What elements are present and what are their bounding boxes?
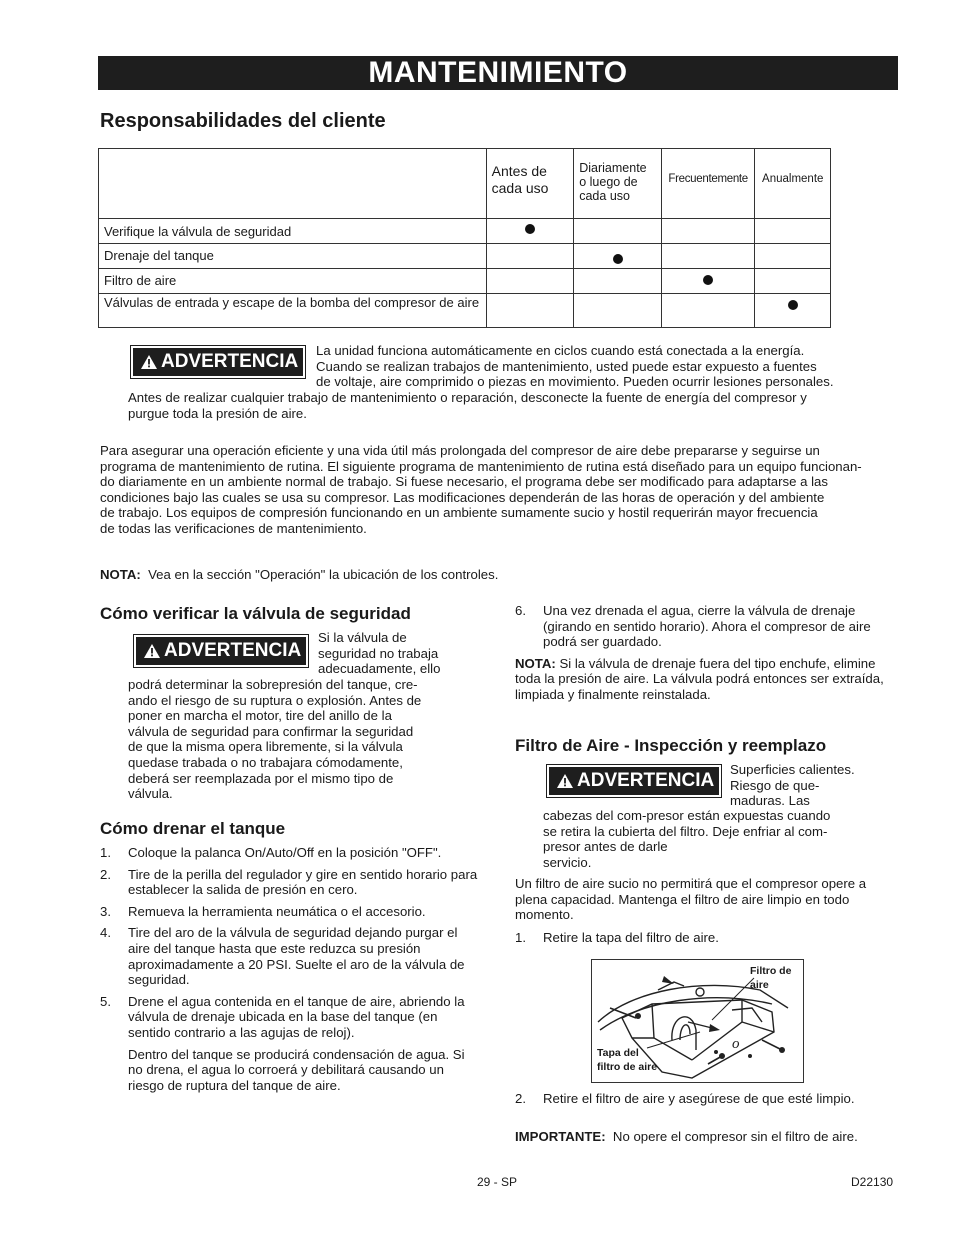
list-item: 1. Coloque la palanca On/Auto/Off en la posición "OFF". bbox=[100, 845, 442, 860]
col-header-frequently: Frecuentemente bbox=[661, 149, 755, 219]
list-item: 5. Drene el agua contenida en el tanque de aire, abriendo la válvula de drenaje ubicada en la base del tanque (en sentido contrario a las agujas de reloj). bbox=[100, 993, 465, 1040]
col-header-annually: Anualmente bbox=[755, 149, 831, 219]
warning-badge bbox=[547, 765, 721, 797]
list-item: 3. Remueva la herramienta neumática o el accesorio. bbox=[100, 903, 426, 919]
air-filter-figure bbox=[591, 959, 804, 1083]
filter-warning-line: maduras. Las bbox=[730, 793, 810, 809]
warning1-tail: Antes de realizar cualquier trabajo de mantenimiento o reparación, desconecte la fuente de energía del compresor y bbox=[128, 390, 807, 405]
important-note: IMPORTANTE: No opere el compresor sin el filtro de aire. bbox=[515, 1129, 858, 1144]
warning1-line: Cuando se realizan trabajos de mantenimiento, usted puede estar expuesto a fuentes bbox=[316, 358, 817, 374]
label-filter-cap: Tapa del filtro de aire bbox=[597, 1047, 658, 1073]
check-dot-icon bbox=[788, 300, 798, 310]
filter-step1 bbox=[515, 930, 887, 952]
valve-warning-line: adecuadamente, ello bbox=[318, 661, 441, 677]
list-item: 6. Una vez drenada el agua, cierre la válvula de drenaje (girando en sentido horario). Ahora el compresor de aire podrá ser guardado. bbox=[515, 603, 871, 650]
drain-valve-glyph: o bbox=[732, 1036, 740, 1052]
col-header-daily: Diariamente o luego de cada uso bbox=[574, 149, 662, 219]
maintenance-schedule-table bbox=[98, 148, 831, 328]
filter-warning-line: Superficies calientes. bbox=[730, 762, 855, 777]
row-label: Drenaje del tanque bbox=[99, 244, 487, 269]
check-dot-icon bbox=[613, 254, 623, 264]
check-dot-icon bbox=[703, 275, 713, 285]
list-item: 2. Retire el filtro de aire y asegúrese de que esté limpio. bbox=[515, 1091, 855, 1106]
valve-title: Cómo verificar la válvula de seguridad bbox=[100, 604, 411, 623]
filter-paragraph: Un filtro de aire sucio no permitirá que el compresor opere a plena capacidad. Mantenga el filtro de aire limpio en todo momento. bbox=[515, 876, 867, 923]
valve-warning-line: seguridad no trabaja bbox=[318, 645, 439, 661]
warning-triangle-icon bbox=[144, 644, 160, 658]
filter-warning-body: cabezas del com-presor están expuestas cuando se retira la cubierta del filtro. Deje enfriar al com- presor antes de darle servicio. bbox=[543, 808, 831, 870]
cell-mark bbox=[755, 294, 831, 328]
warning-triangle-icon bbox=[557, 774, 573, 788]
intro-paragraph: Para asegurar una operación eficiente y una vida útil más prolongada del compresor de aire debe prepararse y seguirse un programa de mantenimiento de rutina. El siguiente programa de mantenimiento de rutina está diseñado para un equipo funcionan- do diariamente en un ambiente normal de trabajo. Si fuese necesario, el programa debe ser modificado para adaptarse a las condiciones bajo las cuales se usa su compresor. Las modificaciones dependerán de las horas de operación y del ambiente de trabajo. Los equipos de compresión funcionando en un ambiente sumamente sucio y hostil requerirán mayor frecuencia de todas las verificaciones de mantenimiento. bbox=[100, 443, 862, 536]
filter-warning-line: Riesgo de que- bbox=[730, 777, 820, 793]
check-dot-icon bbox=[525, 224, 535, 234]
row-label: Filtro de aire bbox=[99, 269, 487, 294]
drain-nota: NOTA: Si la válvula de drenaje fuera del tipo enchufe, elimine toda la presión de aire. La válvula podrá entonces ser extraída, limpiada y finalmente reinstalada. bbox=[515, 655, 884, 702]
condensation-note: Dentro del tanque se producirá condensación de agua. Si no drena, el agua lo corroerá y debilitará causando un riesgo de ruptura del tanque de aire. bbox=[128, 1046, 465, 1093]
warning1-line: La unidad funciona automáticamente en ciclos cuando está conectada a la energía. bbox=[316, 343, 805, 358]
page-header: MANTENIMIENTO bbox=[98, 56, 898, 90]
warning-label: ADVERTENCIA bbox=[161, 351, 299, 372]
list-item: 2. Tire de la perilla del regulador y gire en sentido horario para establecer la salida de presión en cero. bbox=[100, 866, 478, 898]
table-row bbox=[99, 219, 831, 244]
warning1-tail: purgue toda la presión de aire. bbox=[128, 405, 307, 421]
warning-label: ADVERTENCIA bbox=[164, 640, 302, 661]
cell-mark bbox=[486, 219, 574, 244]
row-label: Verifique la válvula de seguridad bbox=[99, 219, 487, 244]
table-row bbox=[99, 294, 831, 328]
section-title: Responsabilidades del cliente bbox=[100, 110, 386, 132]
table-row bbox=[99, 269, 831, 294]
list-item: 4. Tire del aro de la válvula de seguridad dejando purgar el aire del tanque hasta que este reduzca su presión aproximadamente a 20 PSI. Suelte el aro de la válvula de seguridad. bbox=[100, 925, 465, 988]
filter-title: Filtro de Aire - Inspección y reemplazo bbox=[515, 736, 827, 755]
row-label: Válvulas de entrada y escape de la bomba del compresor de aire bbox=[99, 294, 487, 328]
cell-mark bbox=[661, 269, 755, 294]
valve-warning-line: Si la válvula de bbox=[318, 630, 407, 645]
page-number: 29 - SP bbox=[477, 1175, 518, 1189]
table-corner bbox=[99, 149, 487, 219]
drain-title: Cómo drenar el tanque bbox=[100, 819, 286, 838]
filter-step2 bbox=[515, 1091, 887, 1113]
drain-steps bbox=[100, 845, 478, 1093]
label-air-filter: Filtro de aire bbox=[750, 965, 792, 991]
document-code: D22130 bbox=[851, 1175, 894, 1189]
col-header-before-use: Antes de cada uso bbox=[486, 149, 574, 219]
table-row bbox=[99, 244, 831, 269]
warning-badge bbox=[134, 635, 308, 667]
warning-label: ADVERTENCIA bbox=[577, 770, 715, 791]
cell-mark bbox=[574, 244, 662, 269]
drain-step6 bbox=[515, 603, 887, 703]
valve-body: podrá determinar la sobrepresión del tanque, cre- ando el riesgo de su ruptura o explosión. Antes de poner en marcha el motor, tire del anillo de la válvula de seguridad para confirmar la seguridad de que la misma opera libremente, si la válvula quedase trabada o no trabajara cómodamente, deberá ser reemplazada por el mismo tipo de válvula. bbox=[128, 677, 422, 802]
warning1-line: de voltaje, aire comprimido o piezas en movimiento. Pueden ocurrir lesiones personales. bbox=[316, 374, 834, 390]
list-item: 1. Retire la tapa del filtro de aire. bbox=[515, 930, 719, 945]
warning-triangle-icon bbox=[141, 355, 157, 369]
nota-controls: NOTA: Vea en la sección "Operación" la ubicación de los controles. bbox=[100, 567, 499, 582]
warning-badge bbox=[131, 346, 305, 378]
